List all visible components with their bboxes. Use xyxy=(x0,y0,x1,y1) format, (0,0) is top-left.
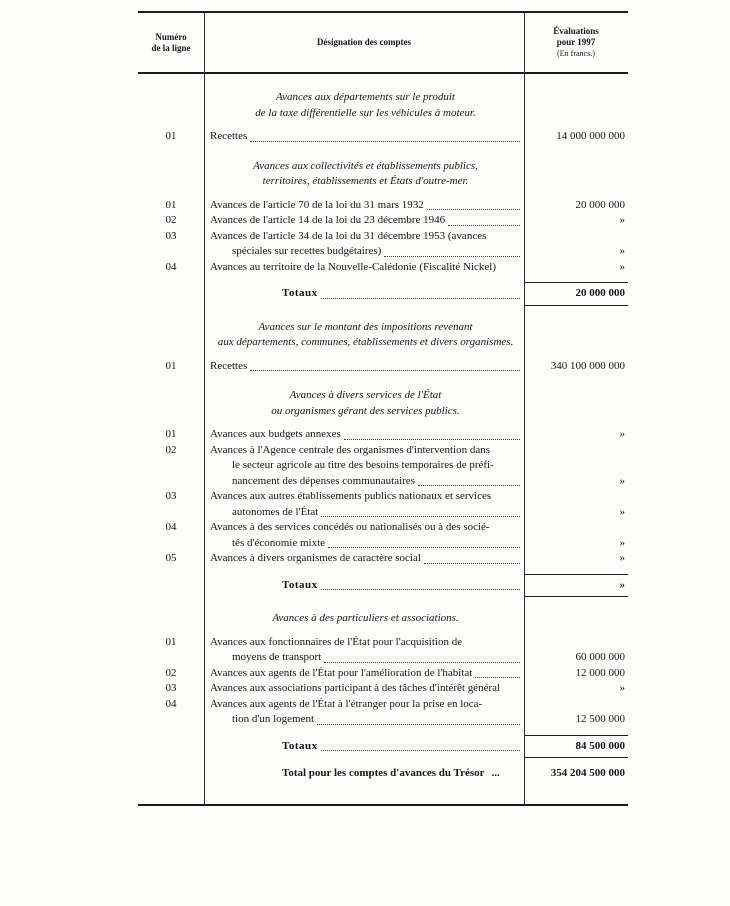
leader-dots xyxy=(418,485,520,486)
designation-text: Avances aux budgets annexes xyxy=(210,428,341,440)
row-number: 03 xyxy=(165,229,177,242)
heading-line: ou organismes gérant des services publics. xyxy=(271,404,460,417)
designation-line xyxy=(210,213,521,229)
section-heading xyxy=(138,388,628,419)
designation-line: Avances aux fonctionnaires de l'État pour l'acquisition de xyxy=(210,635,463,648)
table-row xyxy=(138,443,628,490)
heading-line: de la taxe différentielle sur les véhicules à moteur. xyxy=(255,106,476,119)
row-amount: » xyxy=(619,245,625,257)
leader-dots xyxy=(475,677,520,678)
column-divider-2 xyxy=(524,13,525,804)
header-evaluations xyxy=(524,13,628,72)
designation-line xyxy=(210,551,521,567)
row-number: 03 xyxy=(165,490,177,502)
designation-line: Avances aux autres établissements publics nationaux et services xyxy=(210,490,492,502)
row-designation xyxy=(204,198,524,214)
total-row xyxy=(138,735,628,759)
header-evaluations-line2: pour 1997 xyxy=(556,37,596,47)
leader-dots xyxy=(321,750,520,751)
section-heading-text xyxy=(204,611,524,627)
total-row xyxy=(138,282,628,306)
total-row xyxy=(138,574,628,598)
heading-line: territoires, établissements et États d'outre-mer. xyxy=(262,175,469,187)
header-designation xyxy=(204,13,524,72)
table-row xyxy=(138,359,628,375)
grand-total-label: Total pour les comptes d'avances du Trésor xyxy=(282,767,485,779)
heading-line: Avances à divers services de l'État xyxy=(289,389,442,401)
table-row xyxy=(138,489,628,520)
leader-dots xyxy=(324,662,520,663)
row-designation xyxy=(204,260,524,276)
table-row xyxy=(138,666,628,682)
leader-dots xyxy=(328,547,520,548)
row-designation xyxy=(204,635,524,666)
designation-line xyxy=(210,505,521,521)
leader-dots xyxy=(344,439,520,440)
table-row xyxy=(138,229,628,260)
row-number: 01 xyxy=(165,428,177,440)
heading-line: Avances aux départements sur le produit xyxy=(276,91,455,103)
table-row xyxy=(138,129,628,145)
designation-text: tés d'économie mixte xyxy=(232,536,326,549)
grand-total-label-cell xyxy=(204,762,524,782)
designation-text: Avances de l'article 14 de la loi du 23 décembre 1946 xyxy=(210,214,446,226)
row-designation xyxy=(204,666,524,682)
header-evaluations-line1: Évaluations xyxy=(553,26,599,36)
row-number: 04 xyxy=(165,260,177,273)
designation-line xyxy=(210,666,521,682)
total-label-cell xyxy=(204,282,524,306)
table-row xyxy=(138,551,628,567)
total-label: Totaux xyxy=(282,287,318,299)
designation-line xyxy=(210,712,521,728)
total-label: Totaux xyxy=(282,578,318,591)
heading-line: Avances aux collectivités et établissements publics, xyxy=(253,159,478,172)
row-number: 03 xyxy=(165,682,177,694)
header-evaluations-unit: (En francs.) xyxy=(557,49,595,58)
designation-text: Recettes xyxy=(210,359,248,372)
designation-text: Avances à divers organismes de caractère social xyxy=(210,552,421,564)
heading-line: Avances sur le montant des impositions revenant xyxy=(258,320,473,333)
designation-line: Avances de l'article 34 de la loi du 31 décembre 1953 (avances xyxy=(210,229,487,242)
total-amount: » xyxy=(524,574,628,598)
total-label-cell xyxy=(204,735,524,759)
table-row xyxy=(138,635,628,666)
leader-dots xyxy=(250,370,520,371)
row-amount: 12 500 000 xyxy=(575,713,625,725)
leader-dots xyxy=(448,225,520,226)
table-row xyxy=(138,198,628,214)
section-heading-text xyxy=(204,159,524,190)
row-designation xyxy=(204,697,524,728)
header-designation-label: Désignation des comptes xyxy=(317,37,411,47)
row-amount: » xyxy=(619,552,625,564)
row-number: 01 xyxy=(165,198,177,211)
designation-line xyxy=(210,198,521,214)
leader-dots xyxy=(427,209,520,210)
designation-text: Avances aux agents de l'État pour l'amélioration de l'habitat xyxy=(210,666,473,679)
designation-line: Avances aux associations participant à des tâches d'intérêt général xyxy=(210,682,501,694)
designation-line: Avances à l'Agence centrale des organismes d'intervention dans xyxy=(210,443,490,456)
designation-line xyxy=(210,650,521,666)
row-number: 04 xyxy=(165,521,177,533)
table-row xyxy=(138,427,628,443)
row-amount: 340 100 000 000 xyxy=(550,359,625,372)
row-designation xyxy=(204,359,524,375)
leader-dots xyxy=(317,724,520,725)
header-numero-ligne xyxy=(138,13,204,72)
row-number: 05 xyxy=(165,552,177,564)
grand-total-amount: 354 204 500 000 xyxy=(550,767,625,779)
row-designation xyxy=(204,213,524,229)
row-designation xyxy=(204,551,524,567)
avances-tresor-table xyxy=(138,11,628,806)
row-designation xyxy=(204,427,524,443)
section-heading xyxy=(138,611,628,627)
designation-line xyxy=(210,129,521,145)
designation-line: Avances au territoire de la Nouvelle-Calédonie (Fiscalité Nickel) xyxy=(210,260,496,273)
designation-line: Avances aux agents de l'État à l'étranger pour la prise en loca- xyxy=(210,697,483,710)
leader-dots xyxy=(321,516,520,517)
leader-dots xyxy=(384,256,520,257)
table-row xyxy=(138,260,628,276)
row-number: 02 xyxy=(165,443,177,456)
row-number: 01 xyxy=(165,635,177,648)
row-amount: » xyxy=(619,260,625,273)
designation-text: tion d'un logement xyxy=(232,713,315,725)
grand-total-row xyxy=(138,762,628,782)
leader-dots xyxy=(250,141,520,142)
table-row xyxy=(138,681,628,697)
designation-line xyxy=(210,474,521,490)
table-row xyxy=(138,697,628,728)
designation-text: nancement des dépenses communautaires xyxy=(232,474,415,487)
designation-text: autonomes de l'État xyxy=(232,505,319,518)
designation-text: Recettes xyxy=(210,130,248,142)
total-amount: 20 000 000 xyxy=(524,282,628,306)
row-designation xyxy=(204,443,524,490)
row-amount: 20 000 000 xyxy=(575,198,625,211)
leader-dots xyxy=(424,563,520,564)
designation-line: Avances à des services concédés ou nationalisés ou à des socié- xyxy=(210,521,490,533)
row-number: 04 xyxy=(165,697,177,710)
row-designation xyxy=(204,681,524,697)
column-divider-1 xyxy=(204,13,205,804)
row-amount: » xyxy=(619,428,625,440)
row-designation xyxy=(204,520,524,551)
section-heading-text xyxy=(204,320,524,351)
total-amount: 84 500 000 xyxy=(524,735,628,759)
table-header xyxy=(138,13,628,74)
row-amount: » xyxy=(619,682,625,694)
designation-text: moyens de transport xyxy=(232,651,322,663)
designation-line xyxy=(210,359,521,375)
table-row xyxy=(138,520,628,551)
leader-dots-short: ... xyxy=(491,767,500,779)
section-heading-text xyxy=(204,388,524,419)
row-amount: 12 000 000 xyxy=(575,666,625,679)
row-number: 01 xyxy=(165,359,177,372)
section-heading xyxy=(138,320,628,351)
row-designation xyxy=(204,229,524,260)
designation-text: spéciales sur recettes budgétaires) xyxy=(232,245,382,257)
row-amount: » xyxy=(619,214,625,226)
heading-line: Avances à des particuliers et associations. xyxy=(272,612,459,624)
section-heading xyxy=(138,90,628,121)
row-designation xyxy=(204,129,524,145)
leader-dots xyxy=(321,589,520,590)
designation-text: Avances de l'article 70 de la loi du 31 mars 1932 xyxy=(210,198,424,211)
row-number: 01 xyxy=(165,130,177,142)
row-amount: » xyxy=(619,474,625,487)
row-amount: 60 000 000 xyxy=(575,651,625,663)
designation-line xyxy=(210,244,521,260)
section-heading xyxy=(138,159,628,190)
row-designation xyxy=(204,489,524,520)
row-number: 02 xyxy=(165,666,177,679)
row-number: 02 xyxy=(165,214,177,226)
designation-line xyxy=(210,536,521,552)
header-numero-line2: de la ligne xyxy=(151,42,191,53)
designation-line: le secteur agricole au titre des besoins temporaires de préfi- xyxy=(232,459,494,471)
total-label: Totaux xyxy=(282,739,318,752)
row-amount: 14 000 000 000 xyxy=(556,130,625,142)
row-amount: » xyxy=(619,505,625,518)
section-heading-text xyxy=(204,90,524,121)
leader-dots xyxy=(321,298,520,299)
table-row xyxy=(138,213,628,229)
header-numero-line1: Numéro xyxy=(155,31,187,42)
heading-line: aux départements, communes, établissements et divers organismes. xyxy=(217,336,514,348)
table-body xyxy=(138,74,628,782)
total-label-cell xyxy=(204,574,524,598)
designation-line xyxy=(210,427,521,443)
row-amount: » xyxy=(619,536,625,549)
